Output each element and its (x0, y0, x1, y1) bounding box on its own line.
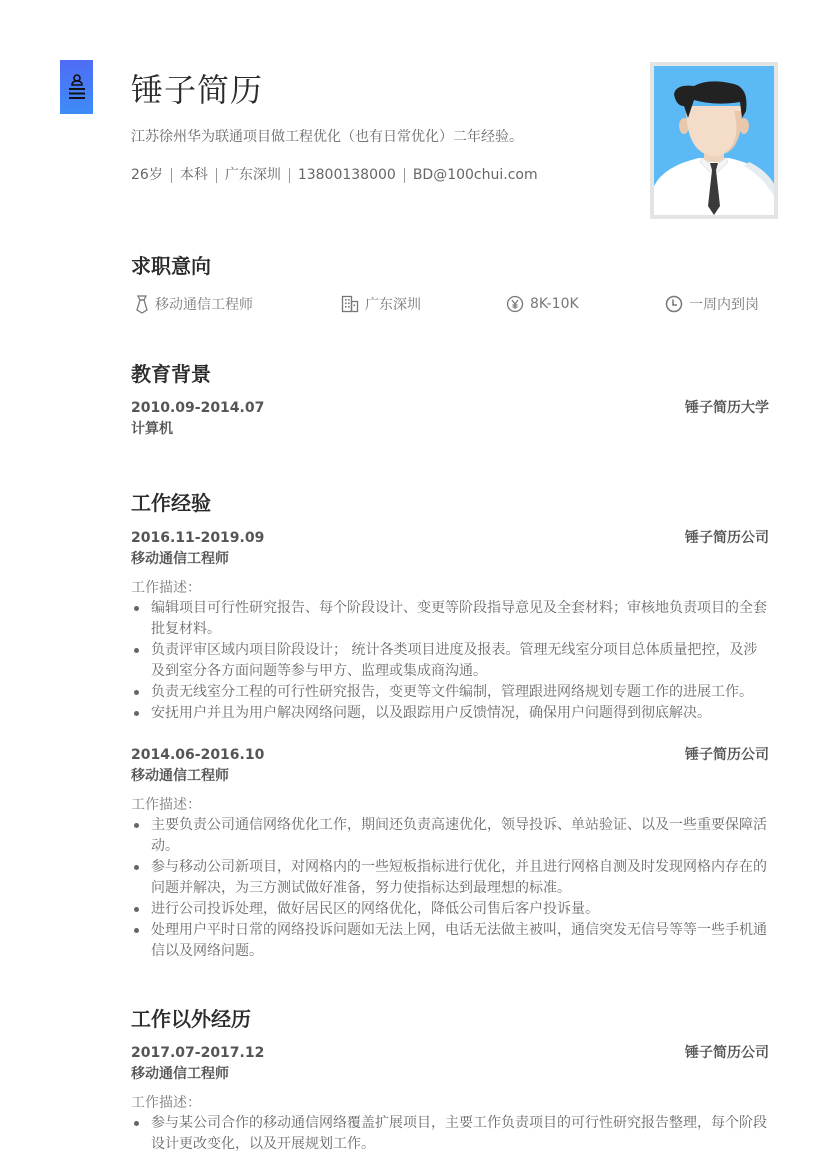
list-item: 参与某公司合作的移动通信网络覆盖扩展项目，主要工作负责项目的可行性研究报告整理，每个阶段设计更改变化，以及开展规划工作。 (131, 1113, 769, 1155)
education-entry (131, 398, 769, 440)
work-role: 移动通信工程师 (131, 768, 229, 784)
education-period: 2010.09-2014.07 (131, 400, 265, 416)
job-intent-row (131, 293, 771, 315)
resume-logo (60, 60, 93, 114)
yen-icon (506, 295, 524, 313)
work-desc-label: 工作描述： (131, 580, 201, 596)
intent-position (135, 293, 253, 315)
section-title-work: 工作经验 (131, 491, 211, 515)
other-entry (131, 1043, 769, 1155)
intent-city-label: 广东深圳 (365, 297, 421, 313)
resume-icon (67, 73, 87, 101)
work-entry (131, 745, 769, 962)
other-company: 锤子简历公司 (685, 1045, 769, 1061)
list-item: 编辑项目可行性研究报告、每个阶段设计、变更等阶段指导意见及全套材料；审核地负责项目的全套批复材料。 (131, 598, 769, 640)
work-desc-label: 工作描述： (131, 797, 201, 813)
tie-icon (135, 294, 149, 314)
list-item: 安抚用户并且为用户解决网络问题，以及跟踪用户反馈情况，确保用户问题得到彻底解决。 (131, 703, 769, 724)
education-major: 计算机 (131, 421, 173, 437)
email: BD@100chui.com (412, 167, 538, 183)
work-entry (131, 528, 769, 724)
phone: 13800138000 (297, 167, 396, 183)
divider (216, 168, 217, 183)
work-bullets (131, 815, 769, 962)
location: 广东深圳 (224, 167, 281, 183)
other-role: 移动通信工程师 (131, 1066, 229, 1082)
avatar-illustration-icon (654, 66, 774, 215)
list-item: 主要负责公司通信网络优化工作，期间还负责高速优化，领导投诉、单站验证、以及一些重要保障活动。 (131, 815, 769, 857)
avatar-photo (650, 62, 778, 219)
divider (171, 168, 172, 183)
intent-availability-label: 一周内到岗 (689, 297, 759, 313)
list-item: 负责评审区域内项目阶段设计； 统计各类项目进度及报表。管理无线室分项目总体质量把控，及涉及到室分各方面问题等参与甲方、监理或集成商沟通。 (131, 640, 769, 682)
candidate-summary: 江苏徐州华为联通项目做工程优化（也有日常优化）二年经验。 (131, 129, 523, 145)
degree: 本科 (179, 167, 208, 183)
list-item: 进行公司投诉处理，做好居民区的网络优化，降低公司售后客户投诉量。 (131, 899, 769, 920)
age: 26岁 (131, 167, 163, 183)
candidate-name: 锤子简历 (131, 71, 264, 109)
building-icon (341, 295, 359, 313)
divider (404, 168, 405, 183)
intent-availability (665, 293, 759, 315)
work-period: 2014.06-2016.10 (131, 747, 265, 763)
basic-info (131, 165, 538, 185)
other-bullets (131, 1113, 769, 1155)
divider (289, 168, 290, 183)
other-period: 2017.07-2017.12 (131, 1045, 265, 1061)
work-company: 锤子简历公司 (685, 530, 769, 546)
intent-salary-label: 8K-10K (530, 296, 579, 312)
intent-city (341, 293, 421, 315)
section-title-other: 工作以外经历 (131, 1007, 251, 1031)
work-period: 2016.11-2019.09 (131, 530, 265, 546)
list-item: 负责无线室分工程的可行性研究报告，变更等文件编制，管理跟进网络规划专题工作的进展工作。 (131, 682, 769, 703)
clock-icon (665, 295, 683, 313)
intent-position-label: 移动通信工程师 (155, 297, 253, 313)
work-bullets (131, 598, 769, 724)
work-company: 锤子简历公司 (685, 747, 769, 763)
education-school: 锤子简历大学 (685, 400, 769, 416)
section-title-education: 教育背景 (131, 362, 211, 386)
section-title-intent: 求职意向 (131, 254, 211, 278)
work-role: 移动通信工程师 (131, 551, 229, 567)
list-item: 参与移动公司新项目，对网格内的一些短板指标进行优化，并且进行网格自测及时发现网格内存在的问题并解决，为三方测试做好准备，努力使指标达到最理想的标准。 (131, 857, 769, 899)
other-desc-label: 工作描述： (131, 1095, 201, 1111)
intent-salary (506, 293, 579, 315)
list-item: 处理用户平时日常的网络投诉问题如无法上网，电话无法做主被叫，通信突发无信号等等一些手机通信以及网络问题。 (131, 920, 769, 962)
